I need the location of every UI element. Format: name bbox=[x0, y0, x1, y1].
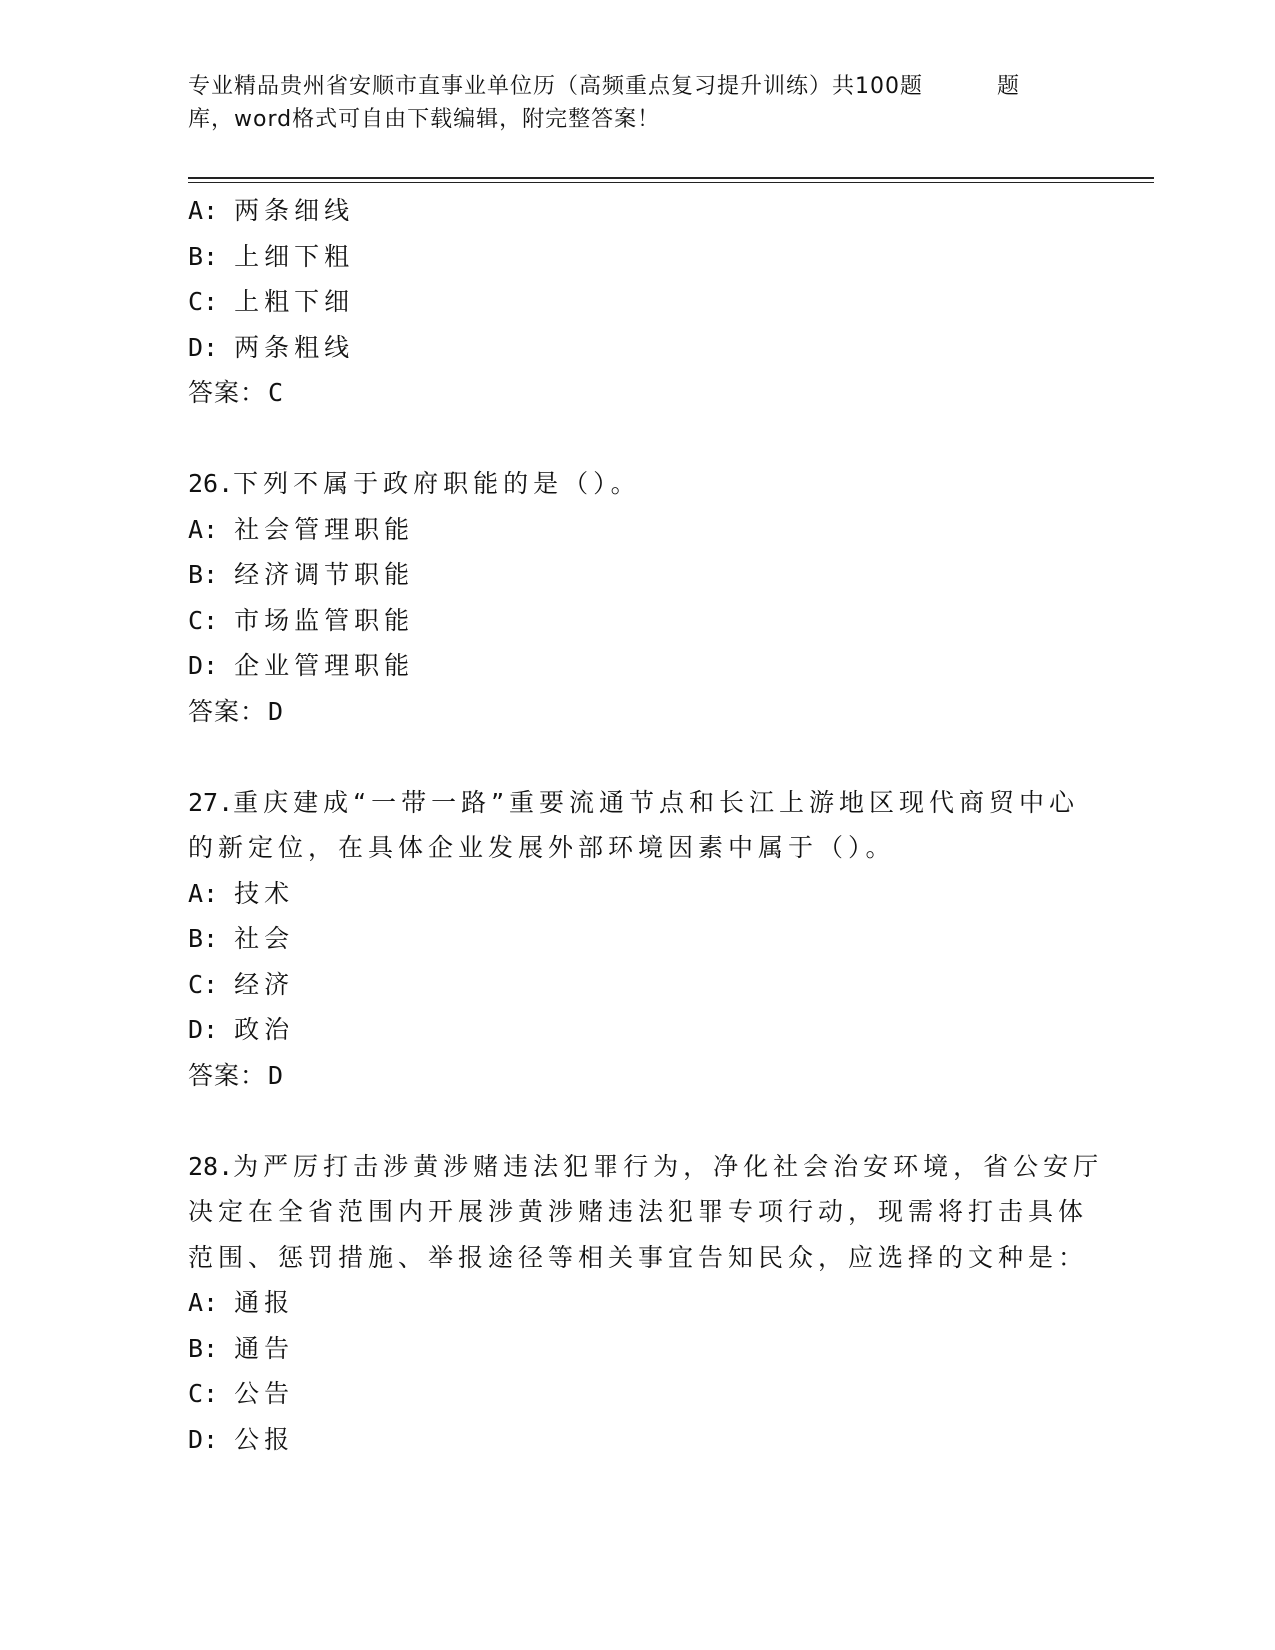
header-title-text: 专业精品贵州省安顺市直事业单位历（高频重点复习提升训练）共100题 bbox=[188, 74, 923, 99]
header-title-line-2: 库，word格式可自由下载编辑，附完整答案！ bbox=[188, 107, 661, 132]
option-b: B: 社会 bbox=[188, 924, 295, 953]
option-d: D: 政治 bbox=[188, 1015, 295, 1044]
question-stem-line: 决定在全省范围内开展涉黄涉赌违法犯罪专项行动，现需将打击具体 bbox=[188, 1197, 1089, 1226]
option-b: B: 上细下粗 bbox=[188, 241, 355, 271]
option-a: A: 两条细线 bbox=[188, 196, 355, 225]
question-stem-line: 27.重庆建成“一带一路”重要流通节点和长江上游地区现代商贸中心 bbox=[188, 787, 1080, 817]
header-divider-thick bbox=[188, 177, 1154, 179]
answer-line: 答案：C bbox=[188, 378, 285, 407]
option-a: A: 社会管理职能 bbox=[188, 514, 415, 544]
question-number: 28. bbox=[188, 1151, 234, 1181]
option-b: B: 通告 bbox=[188, 1333, 295, 1363]
question-stem-line: 26.下列不属于政府职能的是（）。 bbox=[188, 469, 641, 498]
question-28 bbox=[188, 1144, 1104, 1463]
option-c: C: 经济 bbox=[188, 969, 295, 999]
answer-line: 答案：D bbox=[188, 1060, 285, 1090]
option-c: C: 公告 bbox=[188, 1379, 295, 1408]
question-stem-line: 28.为严厉打击涉黄涉赌违法犯罪行为，净化社会治安环境，省公安厅 bbox=[188, 1151, 1104, 1181]
question-stem-line: 范围、惩罚措施、举报途径等相关事宜告知民众，应选择的文种是： bbox=[188, 1242, 1089, 1272]
header-divider-thin bbox=[188, 182, 1154, 183]
question-number: 27. bbox=[188, 787, 234, 817]
option-a: A: 通报 bbox=[188, 1288, 295, 1317]
question-26 bbox=[188, 461, 1088, 734]
header-title-tail: 题 bbox=[997, 74, 1021, 99]
question-number: 26. bbox=[188, 469, 234, 498]
answer-line: 答案：D bbox=[188, 696, 285, 726]
option-a: A: 技术 bbox=[188, 878, 295, 908]
question-content bbox=[188, 188, 1104, 1462]
question-27 bbox=[188, 780, 1088, 1099]
option-c: C: 上粗下细 bbox=[188, 287, 355, 316]
option-d: D: 企业管理职能 bbox=[188, 651, 415, 680]
option-d: D: 两条粗线 bbox=[188, 332, 355, 362]
question-stem-line: 的新定位，在具体企业发展外部环境因素中属于（）。 bbox=[188, 833, 896, 862]
option-c: C: 市场监管职能 bbox=[188, 605, 415, 635]
document-header bbox=[188, 70, 1088, 136]
header-title-line-1 bbox=[188, 70, 1088, 103]
option-b: B: 经济调节职能 bbox=[188, 560, 415, 589]
question-25-continued bbox=[188, 188, 1088, 416]
option-d: D: 公报 bbox=[188, 1424, 295, 1454]
